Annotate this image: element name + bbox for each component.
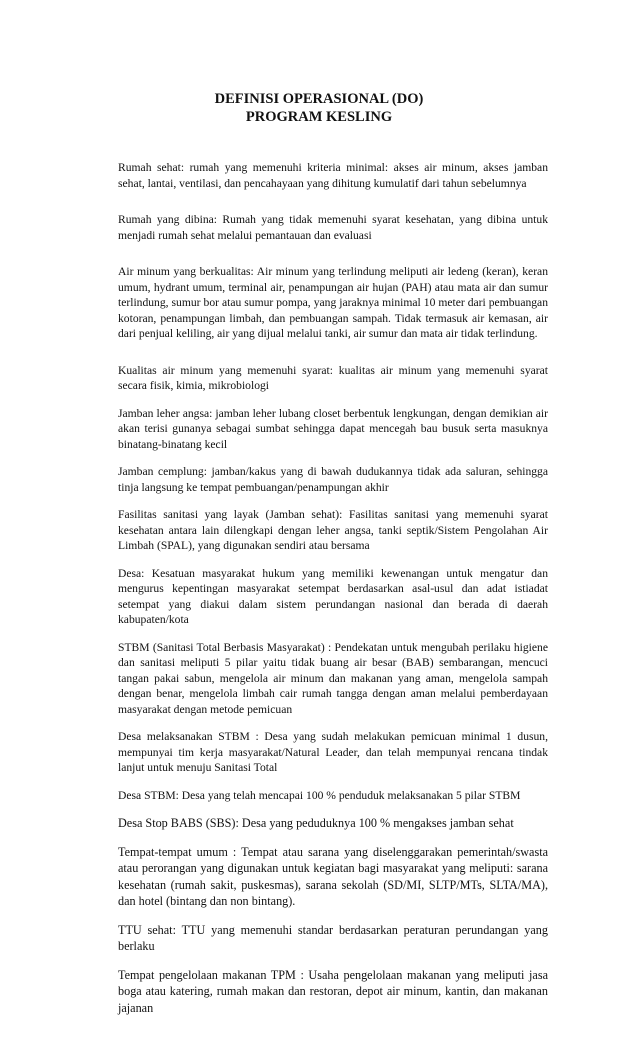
definition-air-minum-berkualitas: Air minum yang berkualitas: Air minum yang terlindung meliputi air ledeng (keran), keran umum, hydrant umum, terminal air, penampungan air hujan (PAH) atau mata air dan sumur terlindung, sumur bor atau sumur pompa, yang jaraknya minimal 10 meter dari pembuangan kotoran, penampungan limbah, dan pembuangan sampah. Tidak termasuk air kemasan, air dari penjual keliling, air yang dijual melalui tanki, air sumur dan mata air tidak terlindung. bbox=[118, 265, 548, 340]
definition-stbm: STBM (Sanitasi Total Berbasis Masyarakat) : Pendekatan untuk mengubah perilaku higiene dan sanitasi meliputi 5 pilar yaitu tidak buang air besar (BAB) sembarangan, mencuci tangan pakai sabun, mengelola air minum dan makanan yang aman, mengelola sampah dengan benar, mengelola limbah cair rumah tangga dengan aman melalui pemberdayaan masyarakat dengan metode pemicuan bbox=[118, 640, 548, 716]
definition-jamban-leher-angsa: Jamban leher angsa: jamban leher lubang closet berbentuk lengkungan, dengan demikian air akan terisi gunanya sebagai sumbat sehingga dapat mencegah bau busuk serta masuknya binatang-binatang kecil bbox=[118, 406, 548, 451]
definition-tempat-umum: Tempat-tempat umum : Tempat atau sarana yang diselenggarakan pemerintah/swasta atau perorangan yang digunakan untuk kegiatan bagi masyarakat yang meliputi: sarana kesehatan (rumah sakit, puskesmas), sarana sekolah (SD/MI, SLTP/MTs, SLTA/MA), dan hotel (bintang dan non bintang). bbox=[118, 844, 548, 908]
document-title bbox=[0, 90, 638, 126]
definition-desa: Desa: Kesatuan masyarakat hukum yang memiliki kewenangan untuk mengatur dan mengurus kepentingan masyarakat setempat berdasarkan asal-usul dan adat istiadat setempat yang diakui dalam sistem perundangan nasional dan berada di daerah kabupaten/kota bbox=[118, 566, 548, 626]
definition-ttu-sehat: TTU sehat: TTU yang memenuhi standar berdasarkan peraturan perundangan yang berlaku bbox=[118, 922, 548, 953]
definition-fasilitas-sanitasi: Fasilitas sanitasi yang layak (Jamban sehat): Fasilitas sanitasi yang memenuhi syarat kesehatan antara lain dilengkapi dengan leher angsa, tanki septik/Sistem Pengolahan Air Limbah (SPAL), yang digunakan sendiri atau bersama bbox=[118, 508, 548, 552]
definition-rumah-dibina: Rumah yang dibina: Rumah yang tidak memenuhi syarat kesehatan, yang dibina untuk menjadi rumah sehat melalui pemantauan dan evaluasi bbox=[118, 213, 548, 242]
title-line-1: DEFINISI OPERASIONAL (DO) bbox=[214, 91, 424, 107]
definition-desa-melaksanakan-stbm: Desa melaksanakan STBM : Desa yang sudah melakukan pemicuan minimal 1 dusun, mempunyai tim kerja masyarakat/Natural Leader, dan telah mempunyai rencana tindak lanjut untuk menuju Sanitasi Total bbox=[118, 730, 548, 774]
definition-rumah-sehat: Rumah sehat: rumah yang memenuhi kriteria minimal: akses air minum, akses jamban sehat, lantai, ventilasi, dan pencahayaan yang dihitung kumulatif dari tahun sebelumnya bbox=[118, 161, 548, 190]
definition-jamban-cemplung: Jamban cemplung: jamban/kakus yang di bawah dudukannya tidak ada saluran, sehingga tinja langsung ke tempat pembuangan/penampungan akhir bbox=[118, 465, 548, 494]
definition-desa-stbm: Desa STBM: Desa yang telah mencapai 100 % penduduk melaksanakan 5 pilar STBM bbox=[118, 788, 521, 802]
definition-desa-stop-babs: Desa Stop BABS (SBS): Desa yang peduduknya 100 % mengakses jamban sehat bbox=[118, 816, 514, 830]
definitions-body bbox=[118, 160, 548, 1016]
definition-kualitas-air-minum: Kualitas air minum yang memenuhi syarat: kualitas air minum yang memenuhi syarat secara fisik, kimia, mikrobiologi bbox=[118, 363, 548, 392]
definition-tpm: Tempat pengelolaan makanan TPM : Usaha pengelolaan makanan yang meliputi jasa boga atau katering, rumah makan dan restoran, depot air minum, kantin, dan makanan jajanan bbox=[118, 967, 548, 1015]
title-line-2: PROGRAM KESLING bbox=[245, 109, 393, 125]
